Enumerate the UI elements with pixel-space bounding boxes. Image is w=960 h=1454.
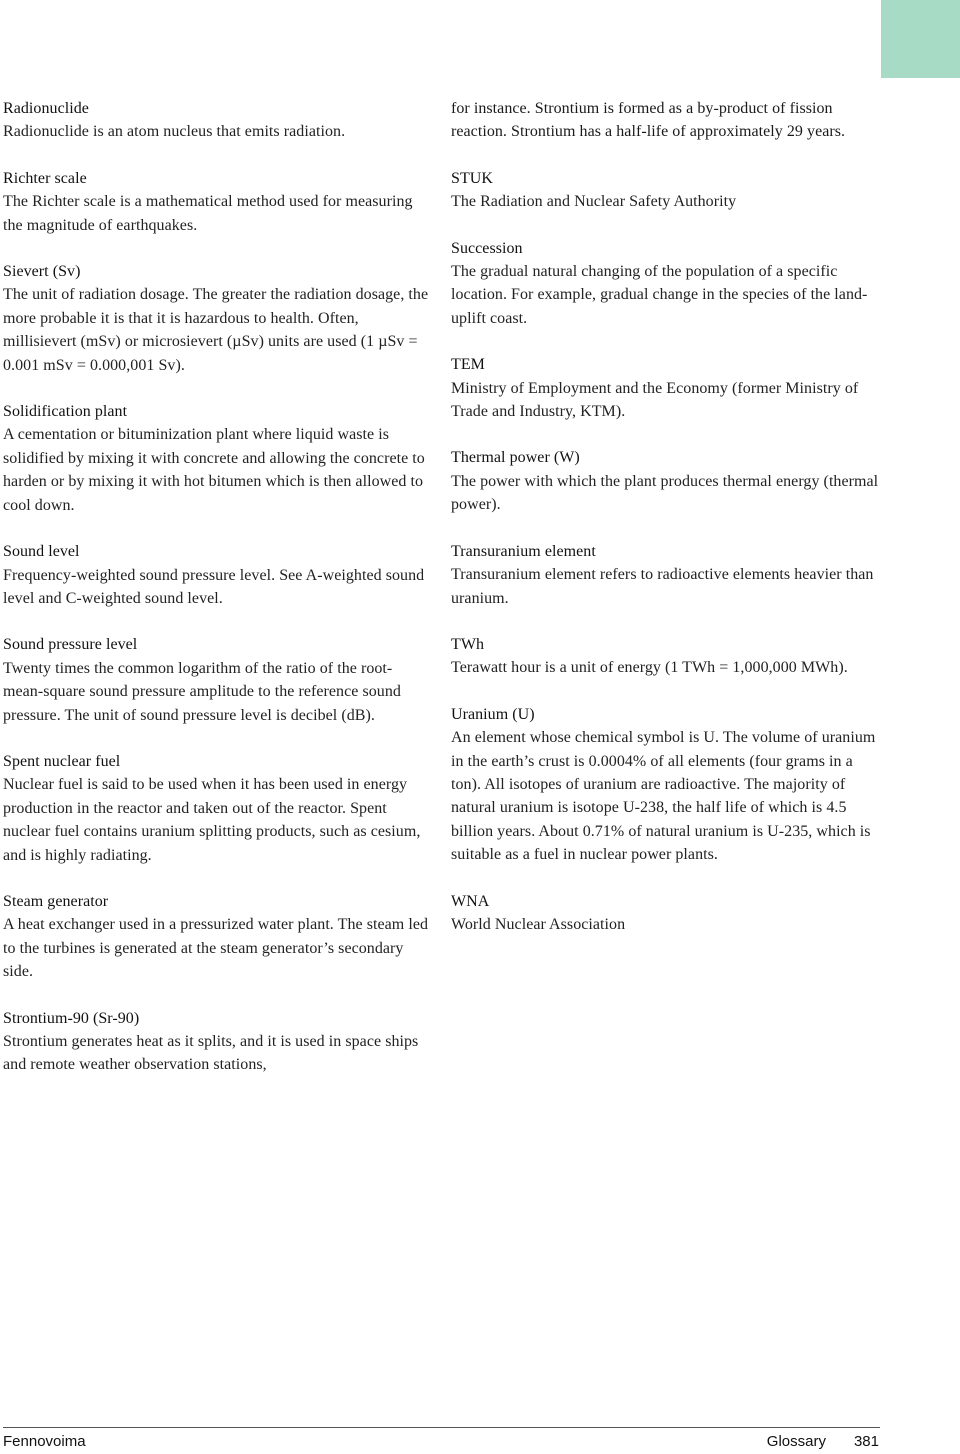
glossary-definition: Radionuclide is an atom nucleus that emits radiation. — [3, 123, 346, 141]
footer-section-and-page — [767, 1433, 879, 1450]
glossary-right-column — [451, 97, 881, 959]
glossary-entry-tem — [451, 353, 881, 423]
footer-divider — [3, 1427, 880, 1428]
glossary-entry-thermal-power — [451, 446, 881, 516]
glossary-definition: Transuranium element refers to radioactive elements heavier than uranium. — [451, 566, 874, 607]
glossary-definition: An element whose chemical symbol is U. The volume of uranium in the earth’s crust is 0.0004% of all elements (four grams in a ton). All isotopes of uranium are radioactive. The majority of natural uranium is isotope U-238, the half life of which is 4.5 billion years. About 0.71% of natural uranium is U-235, which is suitable as a fuel in nuclear power plants. — [451, 729, 876, 864]
glossary-definition: Terawatt hour is a unit of energy (1 TWh = 1,000,000 MWh). — [451, 659, 848, 677]
glossary-entry-richter-scale — [3, 167, 431, 237]
glossary-term: Succession — [451, 239, 523, 257]
glossary-left-column — [3, 97, 431, 1100]
glossary-entry-spent-nuclear-fuel — [3, 750, 431, 867]
glossary-definition: A heat exchanger used in a pressurized water plant. The steam led to the turbines is generated at the steam generator’s secondary side. — [3, 916, 429, 981]
glossary-term: WNA — [451, 892, 490, 910]
glossary-term: Spent nuclear fuel — [3, 752, 121, 770]
glossary-term: Richter scale — [3, 169, 87, 187]
glossary-term: Sound pressure level — [3, 636, 138, 654]
glossary-entry-steam-generator — [3, 890, 431, 984]
glossary-term: Uranium (U) — [451, 705, 535, 723]
glossary-entry-twh — [451, 633, 881, 680]
glossary-term: Radionuclide — [3, 100, 89, 117]
glossary-definition: The unit of radiation dosage. The greater the radiation dosage, the more probable it is that it is hazardous to health. Often, millisievert (mSv) or microsievert (µSv) units are used (1 µSv = 0.001 mSv = 0.000,001 Sv). — [3, 286, 429, 374]
glossary-entry-sievert — [3, 260, 431, 377]
glossary-term: Steam generator — [3, 892, 109, 910]
glossary-term: Solidification plant — [3, 403, 128, 421]
glossary-entry-succession — [451, 237, 881, 331]
glossary-entry-transuranium-element — [451, 540, 881, 610]
glossary-entry-strontium-90 — [3, 1007, 431, 1077]
glossary-definition: The Radiation and Nuclear Safety Authority — [451, 193, 737, 211]
glossary-definition: Frequency-weighted sound pressure level. See A-weighted sound level and C-weighted sound level. — [3, 566, 425, 607]
glossary-entry-sound-level — [3, 540, 431, 610]
glossary-term: Sievert (Sv) — [3, 263, 81, 281]
glossary-term: Thermal power (W) — [451, 449, 580, 467]
glossary-entry-solidification-plant — [3, 400, 431, 517]
glossary-definition: Twenty times the common logarithm of the ratio of the root-mean-square sound pressure amplitude to the reference sound pressure. The unit of sound pressure level is decibel (dB). — [3, 659, 401, 724]
glossary-definition: World Nuclear Association — [451, 915, 626, 933]
page-number: 381 — [853, 1433, 879, 1450]
glossary-definition: Ministry of Employment and the Economy (former Ministry of Trade and Industry, KTM). — [451, 379, 859, 421]
glossary-definition: The gradual natural changing of the population of a specific location. For example, gradual change in the species of the land-uplift coast. — [451, 263, 868, 327]
glossary-term: STUK — [451, 169, 493, 187]
continued-definition: for instance. Strontium is formed as a by-product of fission reaction. Strontium has a half-life of approximately 29 years. — [451, 100, 846, 141]
glossary-term: Strontium-90 (Sr-90) — [3, 1009, 140, 1027]
glossary-entry-radionuclide — [3, 97, 431, 144]
glossary-definition: The Richter scale is a mathematical method used for measuring the magnitude of earthquakes. — [3, 193, 413, 234]
glossary-definition: Nuclear fuel is said to be used when it has been used in energy production in the reactor and taken out of the reactor. Spent nuclear fuel contains uranium splitting products, such as cesium, and is highly radiating. — [3, 776, 421, 864]
glossary-entry-sound-pressure-level — [3, 633, 431, 727]
glossary-definition: A cementation or bituminization plant where liquid waste is solidified by mixing it with concrete and allowing the concrete to harden or by mixing it with hot bitumen which is then allowed to cool down. — [3, 426, 425, 514]
glossary-term: Transuranium element — [451, 542, 596, 560]
glossary-entry-uranium — [451, 703, 881, 867]
glossary-term: Sound level — [3, 543, 80, 561]
glossary-entry-wna — [451, 890, 881, 937]
glossary-entry-continuation — [451, 97, 881, 144]
footer-section-label: Glossary — [766, 1433, 826, 1450]
footer-publisher: Fennovoima — [3, 1433, 86, 1450]
glossary-entry-stuk — [451, 167, 881, 214]
section-color-tab — [881, 0, 960, 78]
glossary-term: TEM — [451, 356, 485, 374]
glossary-definition: The power with which the plant produces thermal energy (thermal power). — [451, 472, 879, 514]
glossary-term: TWh — [451, 635, 485, 653]
glossary-definition: Strontium generates heat as it splits, and it is used in space ships and remote weather observation stations, — [3, 1033, 419, 1074]
